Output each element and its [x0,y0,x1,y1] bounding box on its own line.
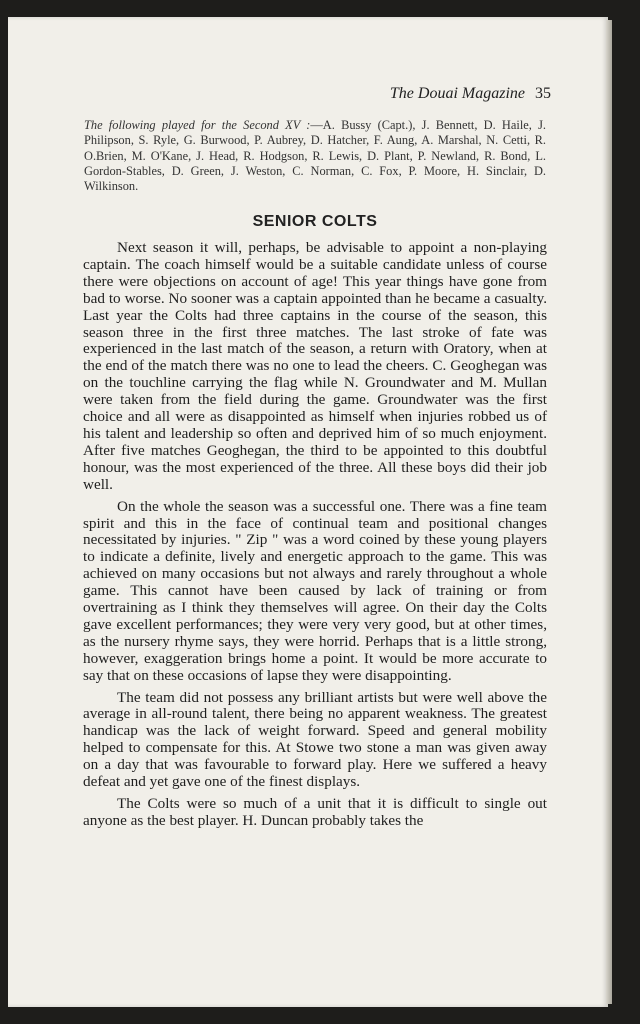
paragraph: The team did not possess any brilliant artists but were well above the average in all-round talent, there being no apparent weakness. The greatest handicap was the lack of weight forward. Speed and general mobility helped to compensate for this. At Stowe two stone a man was given away on a day that was favourable to forward play. Here we suffered a heavy defeat and yet gave one of the finest displays. [83,688,547,791]
second-xv-names: —A. Bussy (Capt.), J. Bennett, D. Haile, J. Philipson, S. Ryle, G. Burwood, P. Aubrey, D. Hatcher, F. Aung, A. Marshal, N. Cetti, R. O.Brien, M. O'Kane, J. Head, R. Hodgson, R. Lewis, D. Plant, P. Newland, R. Bond, L. Gordon-Stables, D. Green, J. Weston, C. Norman, C. Fox, P. Moore, H. Sinclair, D. Wilkinson. [84,118,546,194]
page-edge [606,20,612,1004]
second-xv-lead: The following played for the Second XV : [84,118,311,132]
paragraph: Next season it will, perhaps, be advisable to appoint a non-playing captain. The coach himself would be a suitable candidate unless of course there were objections on account of age! This year things have gone from bad to worse. No sooner was a captain appointed than he became a casualty. Last year the Colts had three captains in the course of the season, this season three in the first three matches. The last stroke of fate was experienced in the last match of the season, a return with Oratory, when at the end of the match there was no one to lead the cheers. C. Geoghegan was on the touchline carrying the flag while N. Groundwater and M. Mullan were taken from the field during the game. Groundwater was the first choice and all were as disappointed as himself when injuries robbed us of his talent and leadership so often and deprived him of so much enjoyment. After five matches Geoghegan, the third to be appointed to this doubtful honour, was the most experienced of the three. All these boys did their job well. [83,239,547,493]
running-header [0,85,551,103]
article-body [83,240,547,835]
magazine-title: The Douai Magazine [389,85,525,102]
paragraph: The Colts were so much of a unit that it is difficult to single out anyone as the best player. H. Duncan probably takes the [83,795,547,829]
section-title: SENIOR COLTS [252,213,378,230]
page-number: 35 [535,85,551,102]
second-xv-list [84,118,546,194]
paragraph: On the whole the season was a successful one. There was a fine team spirit and this in the face of continual team and positional changes necessitated by injuries. " Zip " was a word coined by these young players to indicate a definite, lively and energetic approach to the game. This was achieved on many occasions but not always and rarely throughout a whole game. This cannot have been caused by lack of training or from overtraining as I think they themselves will agree. On their day the Colts gave excellent performances; they were very very good, but at other times, as the nursery rhyme says, they were horrid. Perhaps that is a little strong, however, exaggeration brings home a point. It would be more accurate to say that on these occasions of lapse they were disappointing. [83,497,547,684]
